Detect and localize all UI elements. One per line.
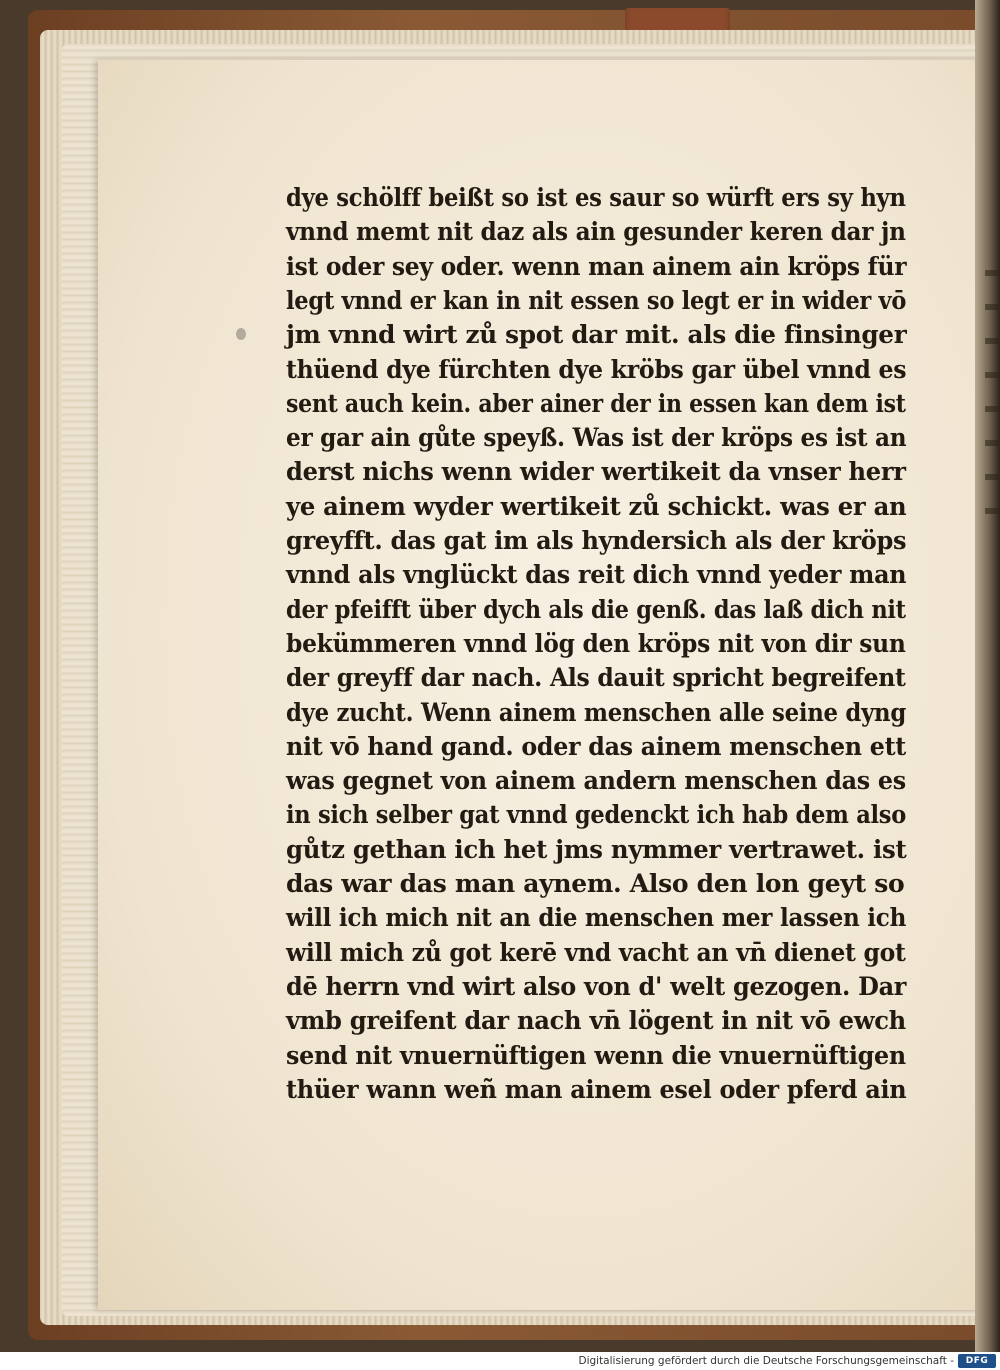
page-text-block [286, 180, 916, 1110]
text-line: ist oder sey oder. wenn man ainem ain kröps für [286, 251, 907, 281]
dfg-logo: DFG [958, 1354, 996, 1368]
text-line: dē herrn vnd wirt also von d' welt gezogen. Dar [286, 971, 907, 1001]
text-line: sent auch kein. aber ainer der in essen kan dem ist [286, 388, 906, 418]
text-line: greyfft. das gat im als hyndersich als der kröps [286, 526, 907, 555]
text-line: vmb greifent dar nach vn̄ lögent in nit vō ewch [286, 1006, 906, 1036]
text-line: was gegnet von ainem andern menschen das es [286, 766, 906, 796]
text-line: thüend dye fürchten dye kröbs gar übel vnnd es [286, 354, 907, 384]
text-line: bekümmeren vnnd lög den kröps nit von dir sun [286, 628, 906, 658]
text-line: er gar ain gůte speyß. Was ist der kröps es ist an [286, 423, 907, 453]
text-line: vnnd memt nit daz als ain gesunder keren dar jn [286, 217, 906, 247]
text-line: vnnd als vnglückt das reit dich vnnd yeder man [286, 560, 907, 590]
text-line: gůtz gethan ich het jms nymmer vertrawet. ist [286, 834, 907, 864]
ink-smudge [236, 328, 246, 340]
text-line: ye ainem wyder wertikeit zů schickt. was er an [286, 491, 907, 521]
text-line: dye zucht. Wenn ainem menschen alle seine dyng [286, 697, 906, 727]
facing-page-text-edge [985, 270, 999, 530]
text-line: der greyff dar nach. Als dauit spricht begreifent [286, 663, 906, 693]
text-line: der pfeifft über dych als die genß. das laß dich nit [286, 594, 906, 624]
text-line: will ich mich nit an die menschen mer lassen ich [286, 903, 907, 933]
text-line: legt vnnd er kan in nit essen so legt er in wider vō [286, 285, 907, 315]
text-line: jm vnnd wirt zů spot dar mit. als die finsinger [286, 320, 907, 350]
text-line: thüer wann weñ man ainem esel oder pferd ain [286, 1074, 907, 1104]
digitization-credit: Digitalisierung gefördert durch die Deutsche Forschungsgemeinschaft - [578, 1355, 954, 1367]
text-line: in sich selber gat vnnd gedenckt ich hab dem also [286, 800, 906, 830]
text-line: send nit vnuernüftigen wenn die vnuernüftigen [286, 1040, 906, 1070]
text-line: dye schölff beißt so ist es saur so würft ers sy hyn [286, 183, 906, 212]
text-line: nit vō hand gand. oder das ainem menschen ett [286, 731, 906, 761]
text-line: derst nichs wenn wider wertikeit da vnser herr [286, 457, 906, 487]
facing-page-gutter [975, 0, 1000, 1352]
text-line: das war das man aynem. Also den lon geyt so [286, 869, 905, 898]
text-line: will mich zů got kerē vnd vacht an vn̄ dienet got [286, 937, 906, 967]
